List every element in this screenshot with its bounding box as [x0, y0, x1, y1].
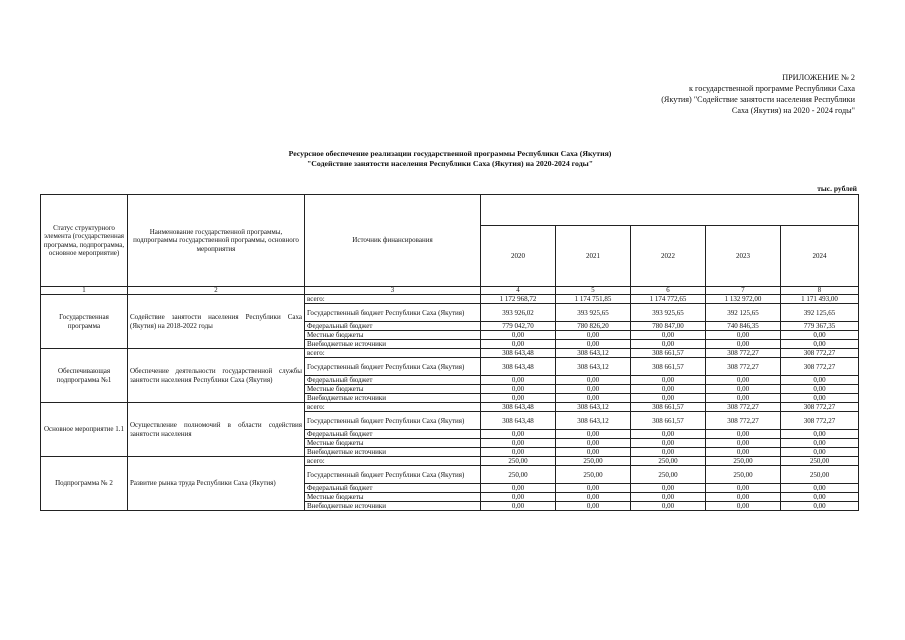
row-funding-source: Государственный бюджет Республики Саха (Якутия): [305, 304, 481, 322]
row-status: Государственная программа: [41, 295, 128, 349]
row-value: 393 925,65: [556, 304, 631, 322]
row-value: 250,00: [481, 466, 556, 484]
row-value: 0,00: [631, 331, 706, 340]
row-funding-source: всего:: [305, 457, 481, 466]
row-value: 0,00: [481, 331, 556, 340]
row-funding-source: всего:: [305, 349, 481, 358]
row-value: 0,00: [556, 340, 631, 349]
appendix-line: Саха (Якутия) на 2020 - 2024 годы": [731, 106, 855, 115]
document-title: [40, 149, 860, 168]
column-number: 1: [41, 287, 128, 295]
appendix-line: (Якутия) "Содействие занятости населения Республики: [661, 95, 855, 104]
row-funding-source: Государственный бюджет Республики Саха (Якутия): [305, 358, 481, 376]
title-line-2: "Содействие занятости населения Республики Саха (Якутия) на 2020-2024 годы": [306, 158, 594, 168]
row-program-name: Развитие рынка труда Республики Саха (Якутия): [128, 457, 305, 511]
row-value: 0,00: [481, 502, 556, 511]
header-row-top: [41, 195, 859, 226]
row-value: 0,00: [706, 439, 781, 448]
row-funding-source: Федеральный бюджет: [305, 376, 481, 385]
table-body: [41, 287, 859, 511]
row-funding-source: Местные бюджеты: [305, 331, 481, 340]
header-name: Наименование государственной программы, подпрограммы государственной программы, основного мероприятия: [128, 195, 305, 287]
row-value: 0,00: [631, 484, 706, 493]
column-number: 3: [305, 287, 481, 295]
row-status: Основное мероприятие 1.1: [41, 403, 128, 457]
row-value: 308 661,57: [631, 358, 706, 376]
row-value: 0,00: [631, 448, 706, 457]
row-value: 0,00: [781, 394, 859, 403]
row-value: 0,00: [481, 493, 556, 502]
row-value: 392 125,65: [781, 304, 859, 322]
row-value: 308 643,48: [481, 358, 556, 376]
row-value: 740 846,35: [706, 322, 781, 331]
row-funding-source: Местные бюджеты: [305, 439, 481, 448]
row-value: 780 847,00: [631, 322, 706, 331]
row-value: 0,00: [556, 493, 631, 502]
row-funding-source: Федеральный бюджет: [305, 322, 481, 331]
row-value: 0,00: [781, 502, 859, 511]
row-value: 0,00: [631, 493, 706, 502]
row-value: 0,00: [631, 376, 706, 385]
row-value: 308 643,12: [556, 403, 631, 412]
row-value: 308 661,57: [631, 349, 706, 358]
row-value: 393 925,65: [631, 304, 706, 322]
row-value: 1 172 968,72: [481, 295, 556, 304]
row-value: 308 772,27: [706, 358, 781, 376]
header-year: 2021: [556, 226, 631, 287]
header-years-group: [481, 195, 859, 226]
row-value: 0,00: [781, 340, 859, 349]
row-funding-source: Внебюджетные источники: [305, 502, 481, 511]
row-status: Обеспечивающая подпрограмма №1: [41, 349, 128, 403]
column-number: 5: [556, 287, 631, 295]
row-value: 0,00: [631, 385, 706, 394]
row-program-name: Обеспечение деятельности государственной службы занятости населения Республики Саха (Якутия): [128, 349, 305, 403]
row-funding-source: Федеральный бюджет: [305, 430, 481, 439]
header-year: 2023: [706, 226, 781, 287]
row-value: 0,00: [556, 385, 631, 394]
row-value: 0,00: [706, 502, 781, 511]
row-value: 308 772,27: [706, 349, 781, 358]
row-value: 308 643,48: [481, 412, 556, 430]
row-value: 0,00: [706, 340, 781, 349]
row-value: 0,00: [481, 448, 556, 457]
row-value: 0,00: [481, 439, 556, 448]
row-value: 0,00: [781, 376, 859, 385]
row-value: 0,00: [706, 493, 781, 502]
row-value: 308 772,27: [781, 403, 859, 412]
row-value: 0,00: [556, 448, 631, 457]
table-row: [41, 295, 859, 304]
row-value: 0,00: [481, 340, 556, 349]
row-value: 250,00: [556, 466, 631, 484]
row-value: 308 772,27: [706, 412, 781, 430]
row-value: 308 643,48: [481, 349, 556, 358]
row-value: 0,00: [631, 430, 706, 439]
appendix-line: ПРИЛОЖЕНИЕ № 2: [782, 73, 855, 82]
row-value: 250,00: [706, 457, 781, 466]
column-number: 7: [706, 287, 781, 295]
row-value: 0,00: [781, 448, 859, 457]
row-value: 250,00: [481, 457, 556, 466]
title-line-1: Ресурсное обеспечение реализации государственной программы Республики Саха (Якутия): [288, 149, 612, 158]
row-value: 0,00: [631, 340, 706, 349]
row-value: 0,00: [556, 376, 631, 385]
header-year: 2024: [781, 226, 859, 287]
row-value: 308 643,12: [556, 349, 631, 358]
appendix-note: [600, 72, 855, 116]
row-funding-source: Местные бюджеты: [305, 493, 481, 502]
header-year: 2022: [631, 226, 706, 287]
column-number: 4: [481, 287, 556, 295]
row-value: 250,00: [631, 466, 706, 484]
row-value: 0,00: [481, 430, 556, 439]
row-value: 1 174 772,65: [631, 295, 706, 304]
row-value: 0,00: [706, 430, 781, 439]
row-funding-source: всего:: [305, 403, 481, 412]
column-number: 2: [128, 287, 305, 295]
row-value: 308 772,27: [781, 358, 859, 376]
table-row: [41, 349, 859, 358]
row-value: 0,00: [781, 385, 859, 394]
row-value: 779 367,35: [781, 322, 859, 331]
row-value: 0,00: [781, 331, 859, 340]
row-value: 0,00: [631, 394, 706, 403]
table-row: [41, 403, 859, 412]
row-value: 308 643,12: [556, 412, 631, 430]
header-source: Источник финансирования: [305, 195, 481, 287]
row-value: 0,00: [706, 376, 781, 385]
row-value: 0,00: [631, 439, 706, 448]
row-value: 0,00: [706, 484, 781, 493]
header-year: 2020: [481, 226, 556, 287]
column-number-row: [41, 287, 859, 295]
row-value: 0,00: [481, 385, 556, 394]
row-status: Подпрограмма № 2: [41, 457, 128, 511]
row-funding-source: Государственный бюджет Республики Саха (Якутия): [305, 466, 481, 484]
row-value: 0,00: [556, 439, 631, 448]
row-value: 0,00: [706, 394, 781, 403]
row-value: 0,00: [781, 484, 859, 493]
row-funding-source: Внебюджетные источники: [305, 448, 481, 457]
row-value: 308 661,57: [631, 412, 706, 430]
appendix-line: к государственной программе Республики Саха: [689, 84, 855, 93]
row-value: 1 132 972,00: [706, 295, 781, 304]
row-value: 0,00: [781, 430, 859, 439]
row-value: 250,00: [706, 466, 781, 484]
row-value: 308 772,27: [781, 412, 859, 430]
table-row: [41, 457, 859, 466]
column-number: 8: [781, 287, 859, 295]
resource-table: [40, 194, 859, 511]
row-value: 308 643,48: [481, 403, 556, 412]
column-number: 6: [631, 287, 706, 295]
row-value: 0,00: [706, 448, 781, 457]
row-funding-source: Местные бюджеты: [305, 385, 481, 394]
units-label: тыс. рублей: [817, 184, 857, 193]
header-status: Статус структурного элемента (государственная программа, подпрограмма, основное мероприятие): [41, 195, 128, 287]
row-value: 0,00: [556, 394, 631, 403]
row-value: 0,00: [631, 502, 706, 511]
row-program-name: Осуществление полномочий в области содействия занятости населения: [128, 403, 305, 457]
row-funding-source: Государственный бюджет Республики Саха (Якутия): [305, 412, 481, 430]
row-value: 0,00: [556, 430, 631, 439]
row-value: 0,00: [556, 484, 631, 493]
row-value: 392 125,65: [706, 304, 781, 322]
row-funding-source: Внебюджетные источники: [305, 394, 481, 403]
row-value: 0,00: [481, 376, 556, 385]
row-value: 308 661,57: [631, 403, 706, 412]
row-funding-source: Федеральный бюджет: [305, 484, 481, 493]
row-value: 0,00: [706, 385, 781, 394]
row-value: 0,00: [556, 331, 631, 340]
row-value: 0,00: [706, 331, 781, 340]
row-value: 308 643,12: [556, 358, 631, 376]
row-value: 1 174 751,85: [556, 295, 631, 304]
row-funding-source: Внебюджетные источники: [305, 340, 481, 349]
row-value: 308 772,27: [781, 349, 859, 358]
row-value: 308 772,27: [706, 403, 781, 412]
row-value: 393 926,02: [481, 304, 556, 322]
row-value: 0,00: [781, 493, 859, 502]
row-value: 0,00: [481, 484, 556, 493]
row-value: 0,00: [556, 502, 631, 511]
row-value: 250,00: [556, 457, 631, 466]
row-value: 780 826,20: [556, 322, 631, 331]
row-program-name: Содействие занятости населения Республики Саха (Якутия) на 2018-2022 годы: [128, 295, 305, 349]
row-value: 250,00: [781, 457, 859, 466]
row-value: 779 042,70: [481, 322, 556, 331]
row-value: 0,00: [781, 439, 859, 448]
row-funding-source: всего:: [305, 295, 481, 304]
row-value: 250,00: [781, 466, 859, 484]
row-value: 0,00: [481, 394, 556, 403]
row-value: 250,00: [631, 457, 706, 466]
row-value: 1 171 493,00: [781, 295, 859, 304]
